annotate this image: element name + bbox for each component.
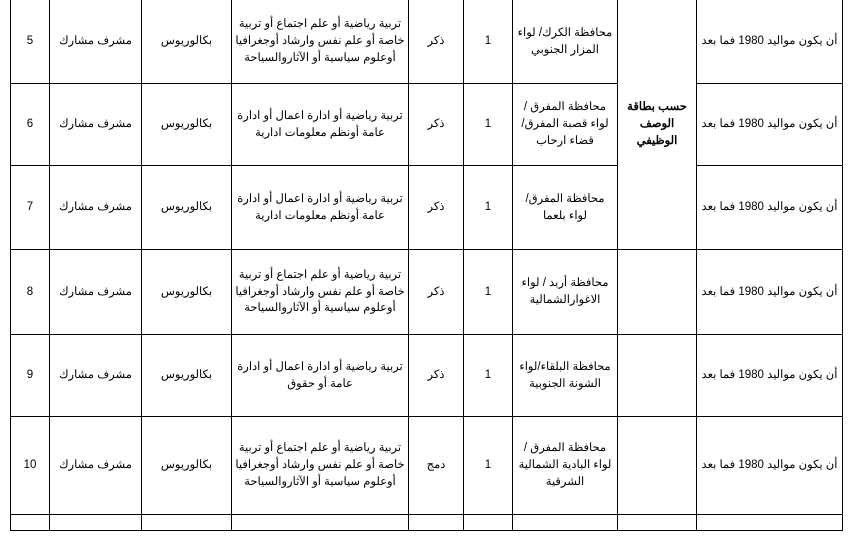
cell-row-number: 7 [11, 166, 50, 250]
cell-degree: بكالوريوس [142, 0, 232, 84]
cell-gender: ذكر [409, 0, 464, 84]
cell-specialization: تربية رياضية أو ادارة اعمال أو ادارة عامة أونظم معلومات ادارية [232, 84, 409, 166]
cell-governorate: محافظة المفرق /لواء قصبة المفرق/ قضاء ارحاب [513, 84, 618, 166]
cell-job-title: مشرف مشارك [50, 250, 142, 335]
cell-condition [697, 515, 843, 531]
table-row [11, 335, 843, 417]
cell-specialization: تربية رياضية أو ادارة اعمال أو ادارة عامة أو حقوق [232, 335, 409, 417]
cell-job-description-card [618, 515, 697, 531]
cell-job-title: مشرف مشارك [50, 417, 142, 515]
cell-gender: ذكر [409, 84, 464, 166]
job-vacancies-table [10, 0, 843, 531]
cell-condition: أن يكون مواليد 1980 فما بعد [697, 417, 843, 515]
cell-governorate: محافظة أربد / لواء الاغوارالشمالية [513, 250, 618, 335]
cell-count: 1 [464, 166, 513, 250]
cell-job-title: مشرف مشارك [50, 166, 142, 250]
cell-governorate: محافظة المفرق /لواء البادية الشمالية الشرقية [513, 417, 618, 515]
cell-gender [409, 515, 464, 531]
cell-row-number: 6 [11, 84, 50, 166]
cell-job-title: مشرف مشارك [50, 335, 142, 417]
cell-specialization: تربية رياضية أو علم اجتماع أو تربية خاصة أو علم نفس وارشاد أوجغرافيا أوعلوم سياسية أو الآثاروالسياحة [232, 0, 409, 84]
cell-gender: ذكر [409, 166, 464, 250]
cell-degree: بكالوريوس [142, 84, 232, 166]
cell-count: 1 [464, 84, 513, 166]
cell-count: 1 [464, 0, 513, 84]
table-row [11, 417, 843, 515]
cell-degree: بكالوريوس [142, 250, 232, 335]
cell-row-number [11, 515, 50, 531]
cell-condition: أن يكون مواليد 1980 فما بعد [697, 84, 843, 166]
cell-job-description-card [618, 250, 697, 335]
cell-row-number: 5 [11, 0, 50, 84]
cell-degree: بكالوريوس [142, 335, 232, 417]
cell-gender: ذكر [409, 335, 464, 417]
cell-degree: بكالوريوس [142, 417, 232, 515]
cell-governorate: محافظة المفرق/ لواء بلعما [513, 166, 618, 250]
cell-governorate: محافظة الكرك/ لواء المزار الجنوبي [513, 0, 618, 84]
cell-governorate: محافظة البلقاء/لواء الشونة الجنوبية [513, 335, 618, 417]
cell-degree [142, 515, 232, 531]
cell-specialization: تربية رياضية أو ادارة اعمال أو ادارة عامة أونظم معلومات ادارية [232, 166, 409, 250]
cell-job-title: مشرف مشارك [50, 84, 142, 166]
table-row [11, 84, 843, 166]
table-row [11, 250, 843, 335]
cell-governorate [513, 515, 618, 531]
table-row-partial [11, 515, 843, 531]
cell-condition: أن يكون مواليد 1980 فما بعد [697, 166, 843, 250]
cell-degree: بكالوريوس [142, 166, 232, 250]
cell-specialization [232, 515, 409, 531]
cell-count [464, 515, 513, 531]
cell-job-description-card: حسب بطاقة الوصف الوظيفي [618, 0, 697, 250]
cell-gender: ذكر [409, 250, 464, 335]
cell-job-title: مشرف مشارك [50, 0, 142, 84]
cell-row-number: 9 [11, 335, 50, 417]
table-row [11, 0, 843, 84]
cell-count: 1 [464, 417, 513, 515]
cell-gender: دمج [409, 417, 464, 515]
cell-condition: أن يكون مواليد 1980 فما بعد [697, 250, 843, 335]
cell-specialization: تربية رياضية أو علم اجتماع أو تربية خاصة أو علم نفس وارشاد أوجغرافيا أوعلوم سياسية أو الآثاروالسياحة [232, 250, 409, 335]
cell-job-description-card [618, 417, 697, 515]
cell-specialization: تربية رياضية أو علم اجتماع أو تربية خاصة أو علم نفس وارشاد أوجغرافيا أوعلوم سياسية أو الآثاروالسياحة [232, 417, 409, 515]
cell-condition: أن يكون مواليد 1980 فما بعد [697, 335, 843, 417]
cell-row-number: 8 [11, 250, 50, 335]
cell-count: 1 [464, 335, 513, 417]
cell-job-title [50, 515, 142, 531]
cell-condition: أن يكون مواليد 1980 فما بعد [697, 0, 843, 84]
cell-count: 1 [464, 250, 513, 335]
table-row [11, 166, 843, 250]
cell-row-number: 10 [11, 417, 50, 515]
cell-job-description-card [618, 335, 697, 417]
